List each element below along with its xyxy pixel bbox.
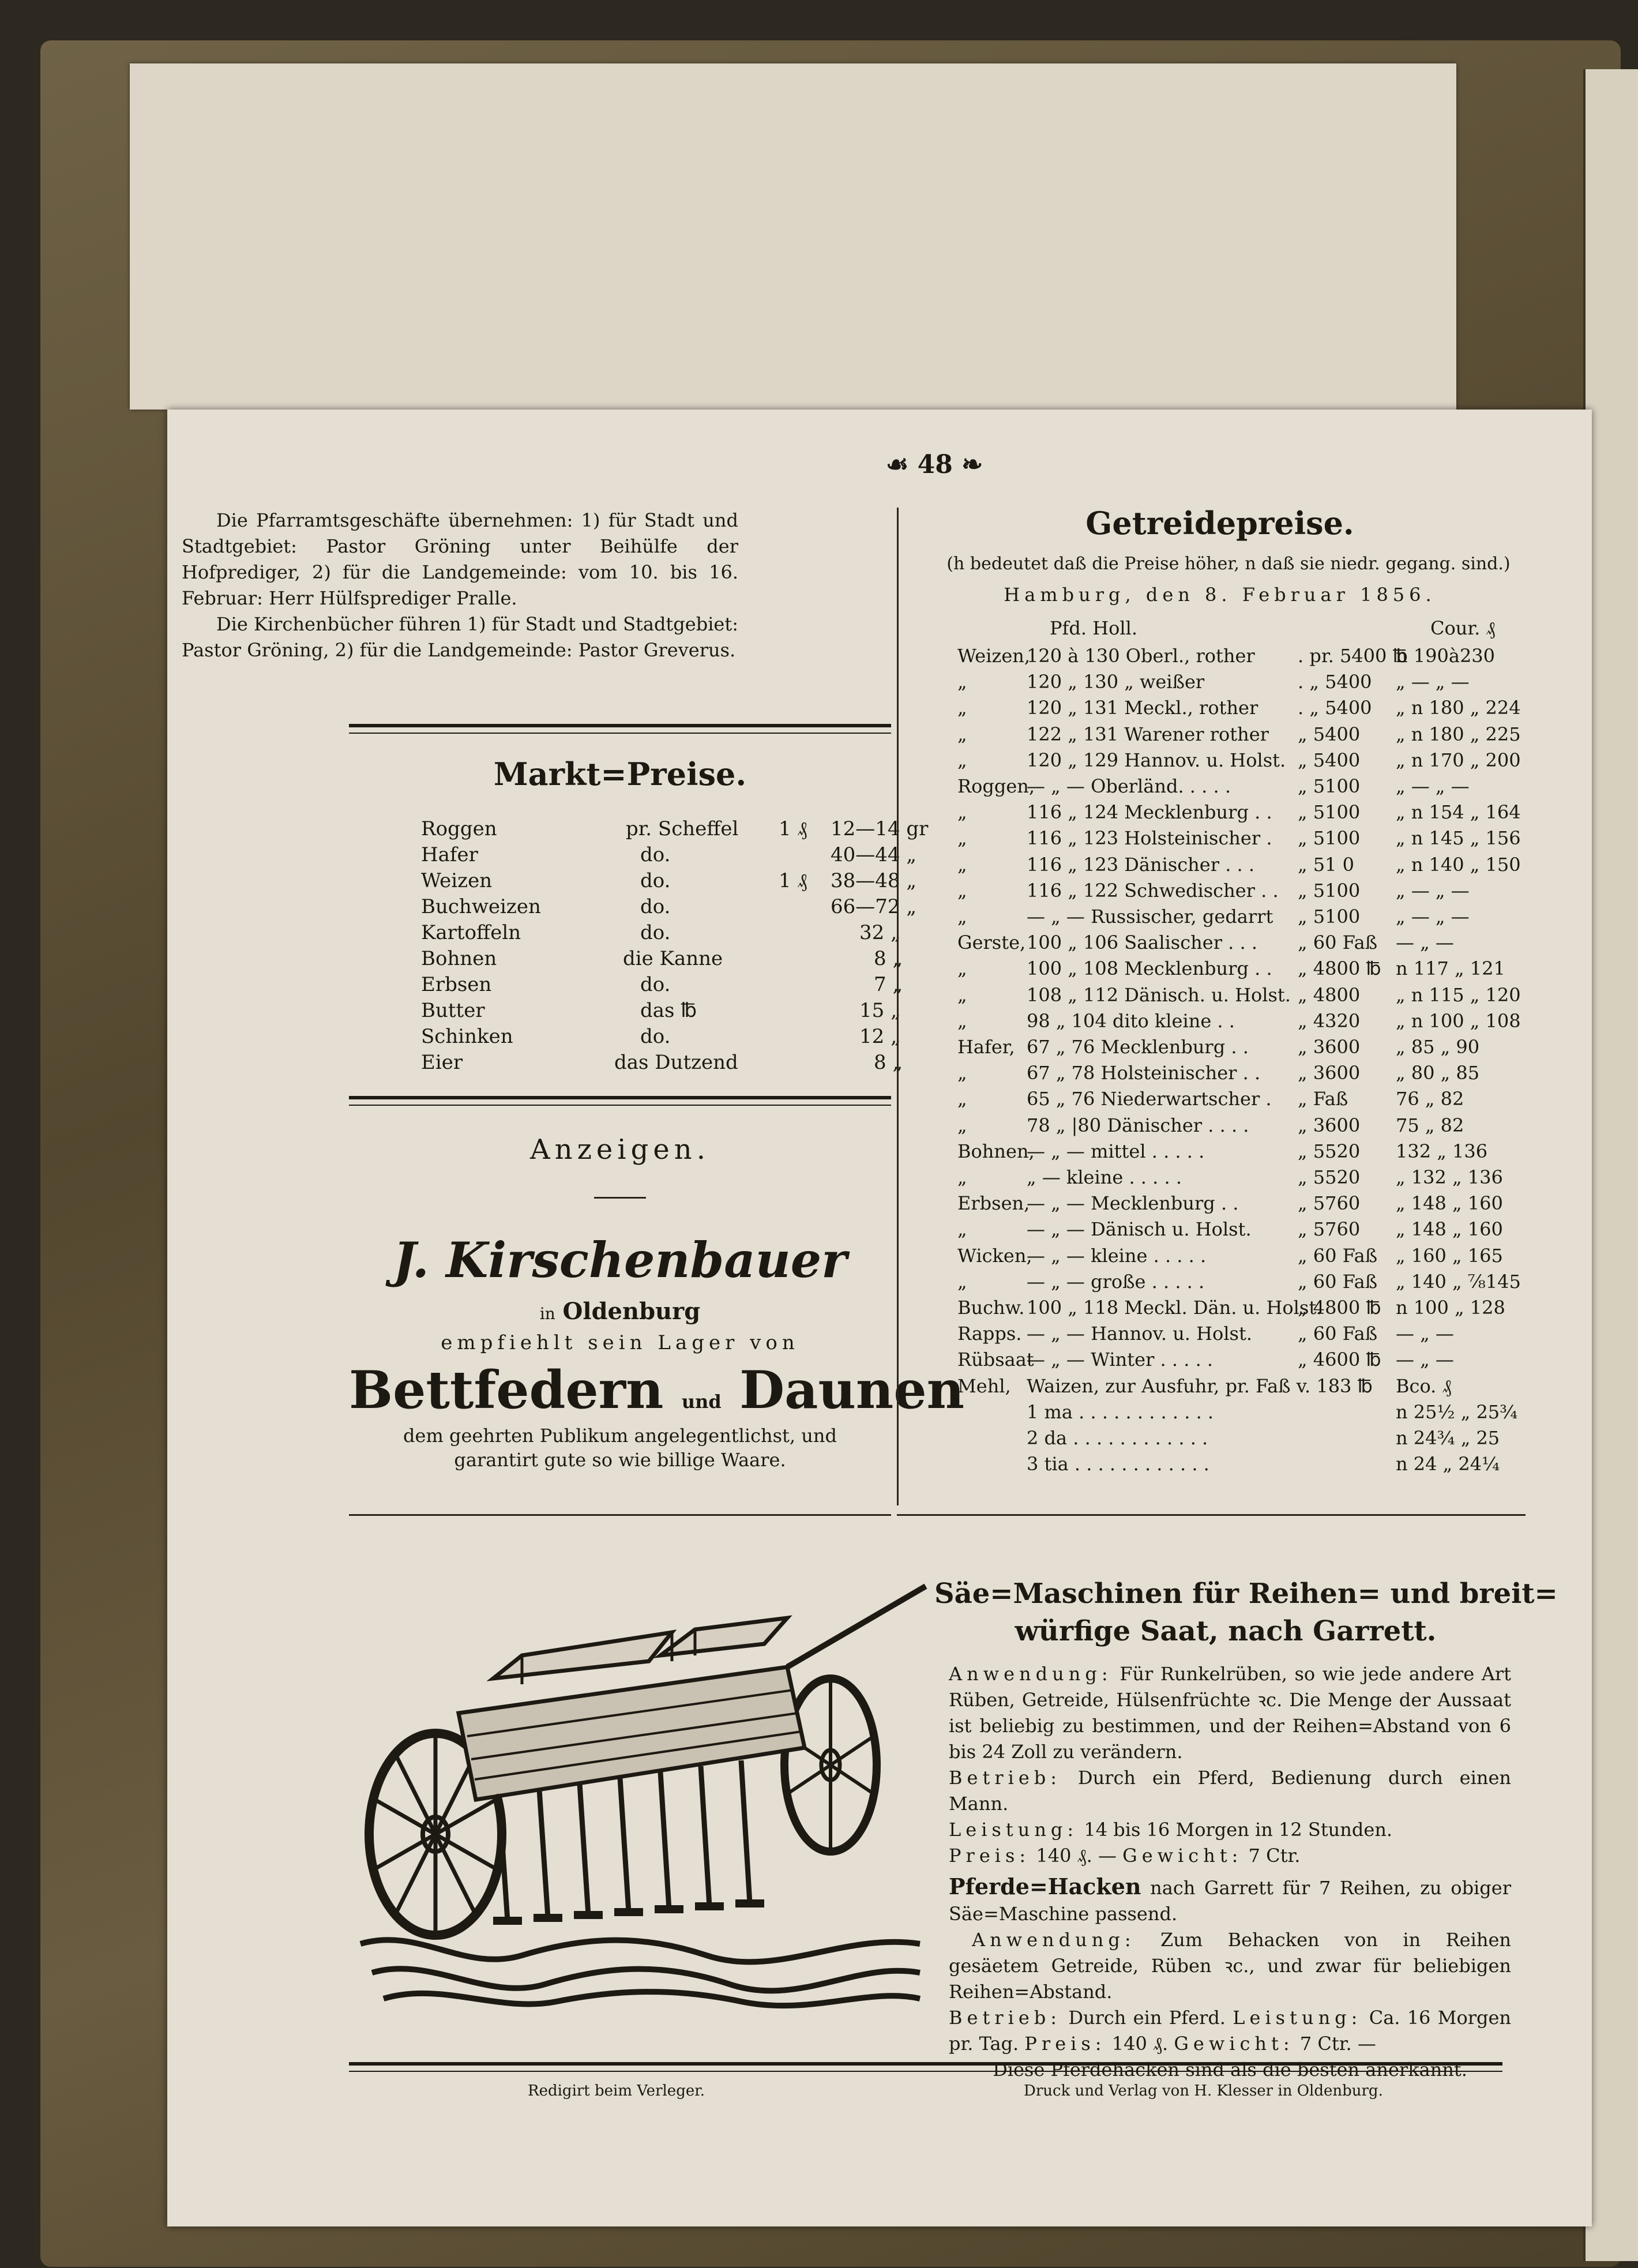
- grain-row: „ 108 „ 112 Dänisch. u. Holst. „ 4800 „ n 115 „ 120: [957, 983, 1521, 1006]
- grain-row: 3 tia . . . . . . . . . . . . n 24 „ 24¼: [1027, 1453, 1500, 1475]
- grain-row: „ 65 „ 76 Niederwartscher . „ Faß 76 „ 82: [957, 1088, 1464, 1110]
- grain-row: Roggen, — „ — Oberländ. . . . . „ 5100 „ — „ —: [957, 775, 1470, 797]
- ad-offer-line: empfiehlt sein Lager von: [441, 1331, 799, 1354]
- divider: [594, 1197, 646, 1199]
- divider: [349, 1096, 891, 1106]
- grain-row: Rübsaat — „ — Winter . . . . . „ 4600 ℔ — „ —: [957, 1349, 1454, 1371]
- footer-divider: [349, 2062, 1502, 2072]
- divider: [349, 1514, 891, 1516]
- divider: [897, 1514, 1526, 1516]
- market-row: Buchweizen do. 66—72 „: [421, 895, 916, 918]
- grain-row: „ 120 „ 130 „ weißer . „ 5400 „ — „ —: [957, 671, 1470, 693]
- grain-row: Mehl, Waizen, zur Ausfuhr, pr. Faß v. 183 ℔ Bco. ₰: [957, 1375, 1452, 1397]
- pastoral-paragraph-1: Die Pfarramtsgeschäfte übernehmen: 1) für Stadt und Stadtgebiet: Pastor Gröning unter Beihülfe der Hofprediger, 2) für die Landgemeinde: vom 10. bis 16. Februar: Herr Hülfsprediger Pralle.: [182, 509, 738, 609]
- hoe-closing: Diese Pferdehacken sind als die besten anerkannt.: [993, 2059, 1467, 2081]
- seeder-performance: Leistung: 14 bis 16 Morgen in 12 Stunden.: [949, 1819, 1393, 1841]
- grain-row: Weizen, 120 à 130 Oberl., rother . pr. 5400 ℔ n 190à230: [957, 645, 1496, 667]
- grain-row: „ 100 „ 108 Mecklenburg . . „ 4800 ℔ n 117 „ 121: [957, 957, 1505, 980]
- hoe-use: Anwendung: Zum Behacken von in Reihen gesäetem Getreide, Rüben ꝛc., und zwar für beliebigen Reihen=Abstand.: [949, 1929, 1512, 2003]
- market-row: Eier das Dutzend 8 „: [421, 1051, 903, 1074]
- market-row: Erbsen do. 7 „: [421, 973, 903, 996]
- grain-row: Erbsen, — „ — Mecklenburg . . „ 5760 „ 148 „ 160: [957, 1192, 1503, 1215]
- seeder-drive: Betrieb: Durch ein Pferd, Bedienung durch einen Mann.: [949, 1767, 1512, 1815]
- pastoral-notice: [182, 508, 738, 663]
- grain-row: „ 67 „ 78 Holsteinischer . . „ 3600 „ 80 „ 85: [957, 1062, 1480, 1084]
- market-row: Kartoffeln do. 32 „: [421, 921, 901, 944]
- grain-row: „ — „ — Dänisch u. Holst. „ 5760 „ 148 „ 160: [957, 1218, 1503, 1241]
- grain-dateline: Hamburg, den 8. Februar 1856.: [1004, 584, 1436, 606]
- grain-row: „ 116 „ 123 Dänischer . . . „ 51 0 „ n 140 „ 150: [957, 853, 1521, 876]
- page-number: ☙ 48 ❧: [885, 450, 983, 479]
- ads-title: Anzeigen.: [530, 1133, 710, 1166]
- ornament-right-icon: ❧: [952, 450, 983, 479]
- ad-product: Bettfedern und Daunen: [349, 1360, 965, 1421]
- ad-text-line: dem geehrten Publikum angelegentlichst, und: [403, 1425, 837, 1447]
- grain-row: 1 ma . . . . . . . . . . . . n 25½ „ 25¾: [1027, 1400, 1518, 1423]
- grain-row: „ „ — kleine . . . . . „ 5520 „ 132 „ 136: [957, 1166, 1503, 1188]
- market-row: Hafer do. 40—44 „: [421, 843, 916, 866]
- seeder-details: [949, 1661, 1511, 2083]
- column-rule: [897, 508, 899, 1505]
- grain-row: Gerste, 100 „ 106 Saalischer . . . „ 60 Faß — „ —: [957, 932, 1454, 954]
- grain-row: „ 120 „ 131 Meckl., rother . „ 5400 „ n 180 „ 224: [957, 697, 1521, 719]
- grain-row: Hafer, 67 „ 76 Mecklenburg . . „ 3600 „ 85 „ 90: [957, 1036, 1480, 1058]
- furrows: [360, 1940, 920, 2006]
- grain-note: (h bedeutet daß die Preise höher, n daß sie niedr. gegang. sind.): [946, 554, 1511, 574]
- grain-row: Buchw. 100 „ 118 Meckl. Dän. u. Holst. „ 4800 ℔ n 100 „ 128: [957, 1297, 1505, 1319]
- grain-row: 2 da . . . . . . . . . . . . n 24¾ „ 25: [1027, 1427, 1500, 1449]
- market-row: Schinken do. 12 „: [421, 1025, 901, 1048]
- pastoral-paragraph-2: Die Kirchenbücher führen 1) für Stadt und Stadtgebiet: Pastor Gröning, 2) für die Landgemeinde: Pastor Greverus.: [182, 613, 738, 661]
- seed-drill-engraving: [349, 1575, 931, 2013]
- footer-printer: Druck und Verlag von H. Klesser in Oldenburg.: [1024, 2082, 1383, 2100]
- market-title: Markt=Preise.: [493, 756, 747, 793]
- ornament-left-icon: ☙: [885, 450, 918, 479]
- hoe-intro: Pferde=Hacken nach Garrett für 7 Reihen, zu obiger Säe=Maschine passend.: [949, 1873, 1512, 1925]
- grain-row: „ 98 „ 104 dito kleine . . „ 4320 „ n 100 „ 108: [957, 1009, 1521, 1032]
- grain-row: „ 116 „ 124 Mecklenburg . . „ 5100 „ n 154 „ 164: [957, 801, 1521, 824]
- back-sheet: [130, 63, 1456, 410]
- market-row: Weizen do. 1 ₰ 38—48 „: [421, 869, 916, 892]
- seeder-use: Anwendung: Für Runkelrüben, so wie jede andere Art Rüben, Getreide, Hülsenfrüchte ꝛc. Die Menge der Aussaat ist beliebig zu bestimmen, und der Reihen=Abstand von 6 bis 24 Zoll zu verändern.: [949, 1663, 1512, 1763]
- merchant-name: J. Kirschenbauer: [393, 1231, 847, 1289]
- grain-row: Bohnen, — „ — mittel . . . . . „ 5520 132 „ 136: [957, 1140, 1488, 1162]
- grain-row: „ 78 „ |80 Dänischer . . . . „ 3600 75 „ 82: [957, 1114, 1464, 1136]
- divider: [349, 724, 891, 734]
- grain-row: „ 116 „ 122 Schwedischer . . „ 5100 „ — „ —: [957, 879, 1470, 902]
- ad-text-line: garantirt gute so wie billige Waare.: [454, 1449, 786, 1471]
- right-wheel: [784, 1679, 877, 1852]
- grain-row: „ 122 „ 131 Warener rother „ 5400 „ n 180 „ 225: [957, 723, 1521, 745]
- seeder-title: würfige Saat, nach Garrett.: [1015, 1615, 1437, 1647]
- hoe-drive: Betrieb: Durch ein Pferd. Leistung: Ca. 16 Morgen pr. Tag. Preis: 140 ₰. Gewicht: 7 Ctr. —: [949, 2007, 1512, 2055]
- grain-title: Getreidepreise.: [1085, 505, 1354, 542]
- footer-editor: Redigirt beim Verleger.: [528, 2082, 705, 2100]
- grain-row: „ — „ — große . . . . . „ 60 Faß „ 140 „ ⅞145: [957, 1270, 1521, 1293]
- market-row: Bohnen die Kanne 8 „: [421, 947, 903, 970]
- seeder-price: Preis: 140 ₰. — Gewicht: 7 Ctr.: [949, 1845, 1301, 1867]
- merchant-place: in Oldenburg: [539, 1298, 701, 1325]
- grain-head-left: Pfd. Holl.: [1050, 617, 1138, 639]
- grain-row: „ 120 „ 129 Hannov. u. Holst. „ 5400 „ n 170 „ 200: [957, 749, 1521, 771]
- grain-head-right: Cour. ₰: [1430, 617, 1496, 639]
- market-row: Roggen pr. Scheffel 1 ₰ 12—14 gr: [421, 817, 929, 840]
- grain-row: Wicken, — „ — kleine . . . . . „ 60 Faß „ 160 „ 165: [957, 1244, 1503, 1267]
- grain-row: „ — „ — Russischer, gedarrt „ 5100 „ — „ —: [957, 906, 1470, 928]
- grain-row: Rapps. — „ — Hannov. u. Holst. „ 60 Faß — „ —: [957, 1323, 1454, 1345]
- market-row: Butter das ℔ 15 „: [421, 999, 901, 1022]
- seeder-title: Säe=Maschinen für Reihen= und breit=: [934, 1578, 1558, 1610]
- grain-row: „ 116 „ 123 Holsteinischer . „ 5100 „ n 145 „ 156: [957, 827, 1521, 850]
